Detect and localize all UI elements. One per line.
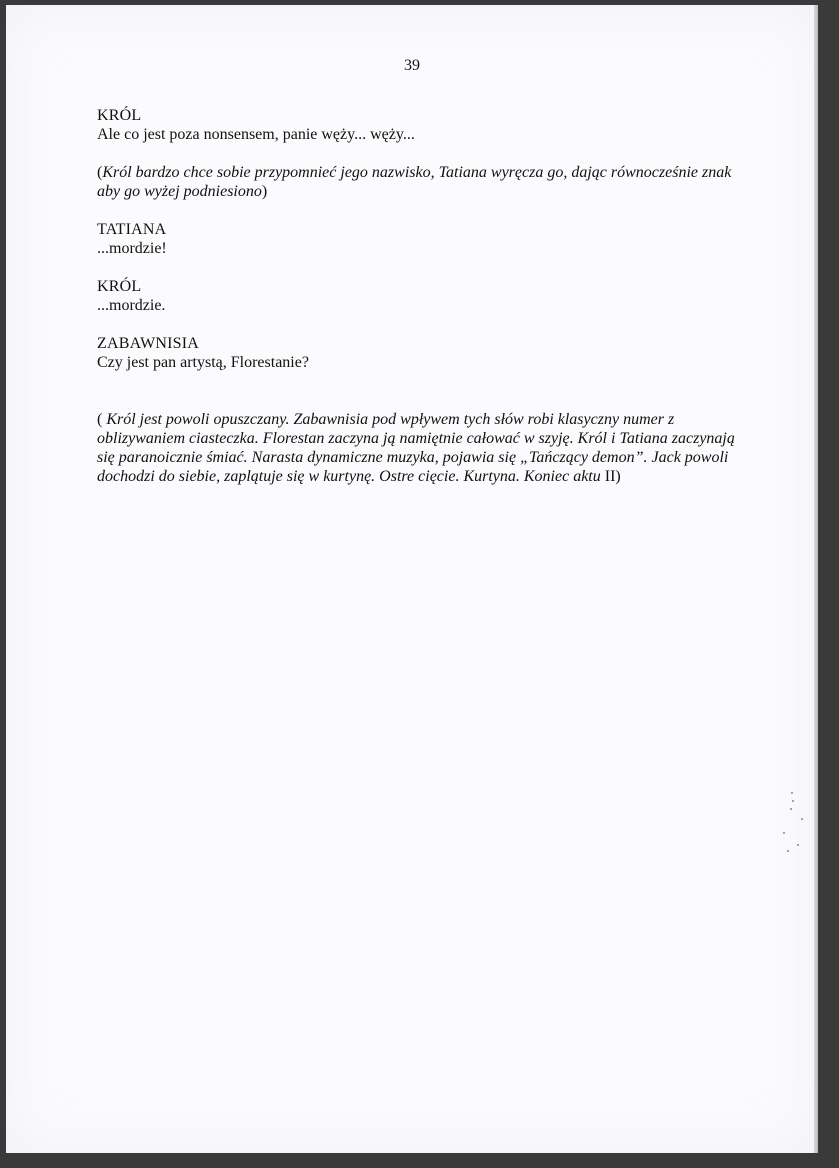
dialogue-block	[97, 106, 737, 144]
speck	[787, 850, 789, 852]
paren-close: II)	[604, 468, 621, 485]
paper-sheet	[6, 5, 818, 1153]
dialogue-line: ...mordzie.	[97, 297, 166, 314]
script-content	[97, 106, 737, 505]
speck	[790, 808, 792, 810]
stage-direction	[97, 163, 737, 201]
speaker-name: KRÓL	[97, 107, 142, 124]
paren-close: )	[261, 183, 268, 200]
speck	[801, 818, 803, 820]
dialogue-block	[97, 277, 737, 315]
paper-edge-shadow	[814, 5, 818, 1153]
speaker-name: ZABAWNISIA	[97, 335, 200, 352]
dialogue-block	[97, 220, 737, 258]
paren-open: (	[97, 164, 103, 181]
speaker-name: TATIANA	[97, 221, 167, 238]
speck	[797, 844, 799, 846]
paren-open: (	[97, 411, 103, 428]
dialogue-line: Czy jest pan artystą, Florestanie?	[97, 354, 309, 371]
page-number: 39	[404, 57, 420, 74]
stage-direction-body: Król jest powoli opuszczany. Zabawnisia pod wpływem tych słów robi klasyczny numer z oblizywaniem ciasteczka. Florestan zaczyna ją namiętnie całować w szyję. Król i Tatiana zaczynają się paranoicznie śmiać. Narasta dynamiczne muzyka, pojawia się „Tańczący demon”. Jack powoli dochodzi do siebie, zaplątuje się w kurtynę. Ostre cięcie. Kurtyna. Koniec aktu	[97, 411, 735, 485]
scan-specks	[777, 788, 817, 868]
speck	[791, 792, 793, 794]
spacer	[97, 391, 737, 410]
dialogue-line: ...mordzie!	[97, 240, 167, 257]
speck	[792, 800, 794, 802]
stage-direction-body: Król bardzo chce sobie przypomnieć jego nazwisko, Tatiana wyręcza go, dając równocześnie znak aby go wyżej podniesiono	[97, 164, 732, 200]
stage-direction-text	[97, 163, 737, 201]
dialogue-block	[97, 334, 737, 372]
dialogue-line: Ale co jest poza nonsensem, panie węży... węży...	[97, 126, 415, 143]
speck	[783, 832, 785, 834]
speaker-name: KRÓL	[97, 278, 142, 295]
stage-direction-text	[97, 410, 737, 486]
stage-direction	[97, 410, 737, 486]
